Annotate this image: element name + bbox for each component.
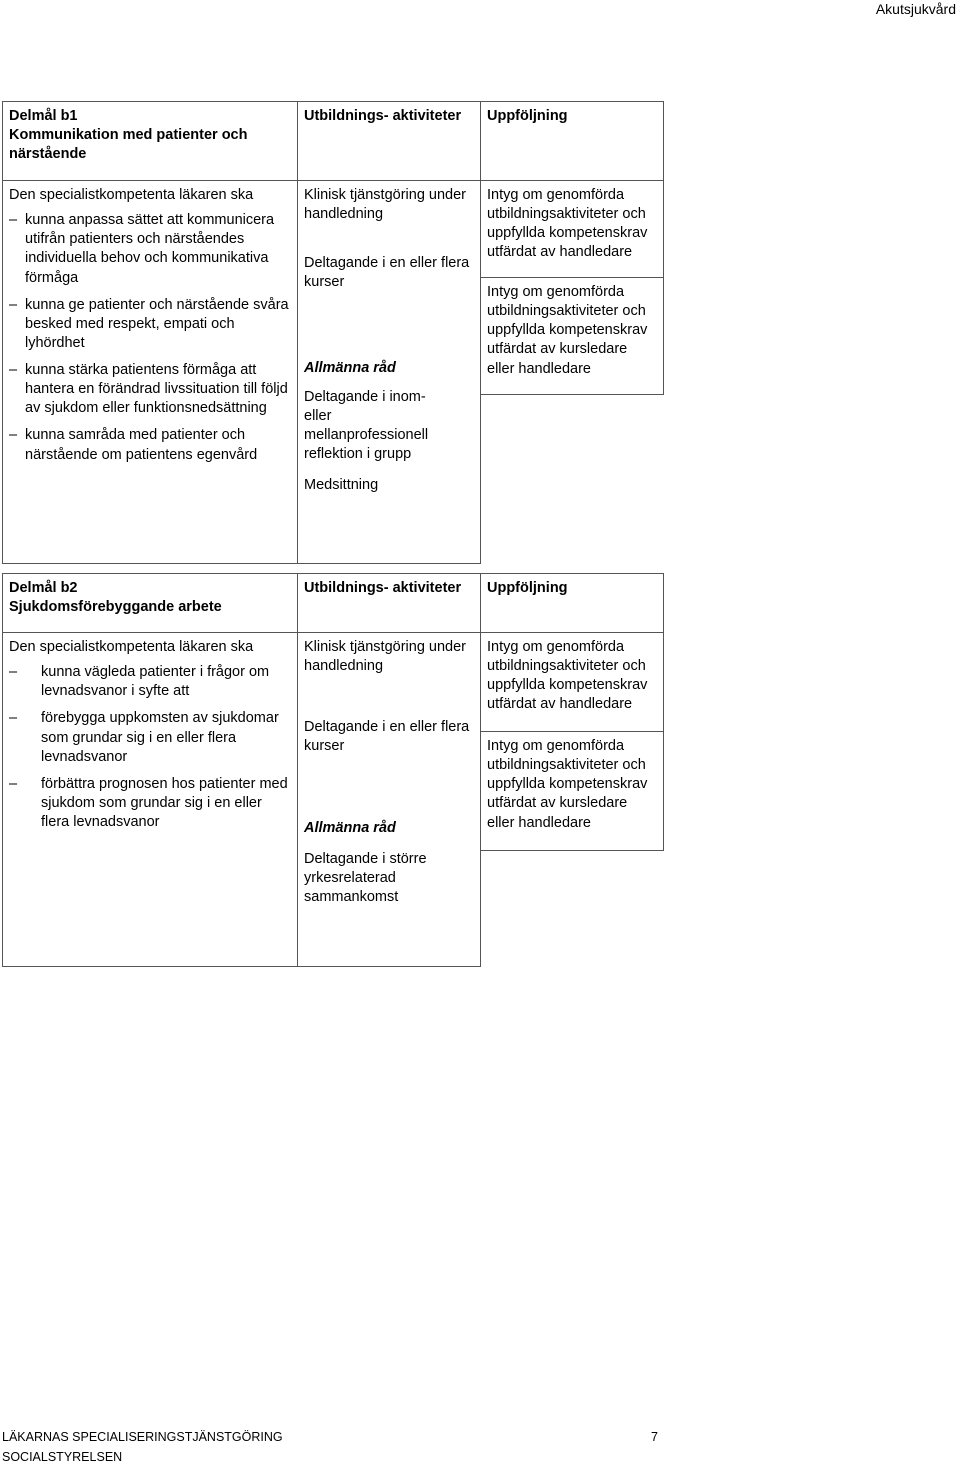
goal-title-cell <box>3 102 298 181</box>
activities-cell <box>298 633 481 967</box>
advice-item: Deltagande i större yrkesrelaterad sammankomst <box>304 850 427 905</box>
table-header-row <box>3 574 664 633</box>
goal-description-cell <box>3 633 298 967</box>
list-item: – kunna stärka patientens förmåga att hantera en förändrad livssituation till följd av sjukdom eller funktionsnedsättning <box>25 361 291 418</box>
empty-cell <box>481 851 664 967</box>
activities-header: Utbildnings- aktiviteter <box>298 574 481 633</box>
activity-item: Deltagande i en eller flera kurser <box>304 719 470 755</box>
followup-cell: Intyg om genomförda utbildningsaktiviteter och uppfyllda kompetenskrav utfärdat av handledare <box>481 633 664 732</box>
goal-table-b2 <box>2 573 664 967</box>
list-item: – förebygga uppkomsten av sjukdomar som grundar sig i en eller flera levnadsvanor <box>41 709 291 766</box>
page-footer <box>2 1427 662 1467</box>
followup-cell: Intyg om genomförda utbildningsaktiviteter och uppfyllda kompetenskrav utfärdat av kursledare eller handledare <box>481 732 664 851</box>
goal-list <box>9 663 291 832</box>
goal-list <box>9 211 291 465</box>
table-body-row <box>3 633 664 732</box>
table-body-row <box>3 181 664 278</box>
advice-heading: Allmänna råd <box>304 819 396 836</box>
goal-title-cell <box>3 574 298 633</box>
running-header: Akutsjukvård <box>875 1 956 17</box>
goal-intro: Den specialistkompetenta läkaren ska <box>9 187 254 203</box>
list-item: – kunna ge patienter och närstående svåra besked med respekt, empati och lyhördhet <box>25 296 291 353</box>
table-header-row <box>3 102 664 181</box>
goal-table-b1 <box>2 101 664 564</box>
followup-header: Uppföljning <box>481 574 664 633</box>
list-item: – kunna anpassa sättet att kommunicera utifrån patienters och närståendes individuella behov och kommunikativa förmåga <box>25 211 291 288</box>
list-item: – förbättra prognosen hos patienter med sjukdom som grundar sig i en eller flera levnadsvanor <box>41 775 291 832</box>
list-item: – kunna samråda med patienter och närstående om patientens egenvård <box>25 426 291 464</box>
footer-line: SOCIALSTYRELSEN <box>2 1450 123 1464</box>
list-item: – kunna vägleda patienter i frågor om levnadsvanor i syfte att <box>41 663 291 701</box>
activity-item: Deltagande i en eller flera kurser <box>304 255 470 291</box>
goal-title: Kommunikation med patienter och närstående <box>9 127 248 163</box>
advice-item: Medsittning <box>304 477 379 494</box>
goal-description-cell <box>3 181 298 564</box>
followup-header: Uppföljning <box>481 102 664 181</box>
footer-line: LÄKARNAS SPECIALISERINGSTJÄNSTGÖRING <box>2 1430 283 1444</box>
advice-item: Deltagande i inom- eller mellanprofessionell reflektion i grupp <box>304 388 429 462</box>
empty-cell <box>481 395 664 564</box>
goal-intro: Den specialistkompetenta läkaren ska <box>9 639 254 655</box>
page-number: 7 <box>651 1430 658 1444</box>
activities-cell <box>298 181 481 564</box>
activity-item: Klinisk tjänstgöring under handledning <box>304 187 467 223</box>
goal-code: Delmål b2 <box>9 580 78 596</box>
goal-code: Delmål b1 <box>9 108 78 124</box>
advice-heading: Allmänna råd <box>304 359 396 376</box>
goal-title: Sjukdomsförebyggande arbete <box>9 599 222 616</box>
activity-item: Klinisk tjänstgöring under handledning <box>304 639 467 675</box>
followup-cell: Intyg om genomförda utbildningsaktiviteter och uppfyllda kompetenskrav utfärdat av kursledare eller handledare <box>481 278 664 395</box>
followup-cell: Intyg om genomförda utbildningsaktiviteter och uppfyllda kompetenskrav utfärdat av handledare <box>481 181 664 278</box>
activities-header: Utbildnings- aktiviteter <box>298 102 481 181</box>
